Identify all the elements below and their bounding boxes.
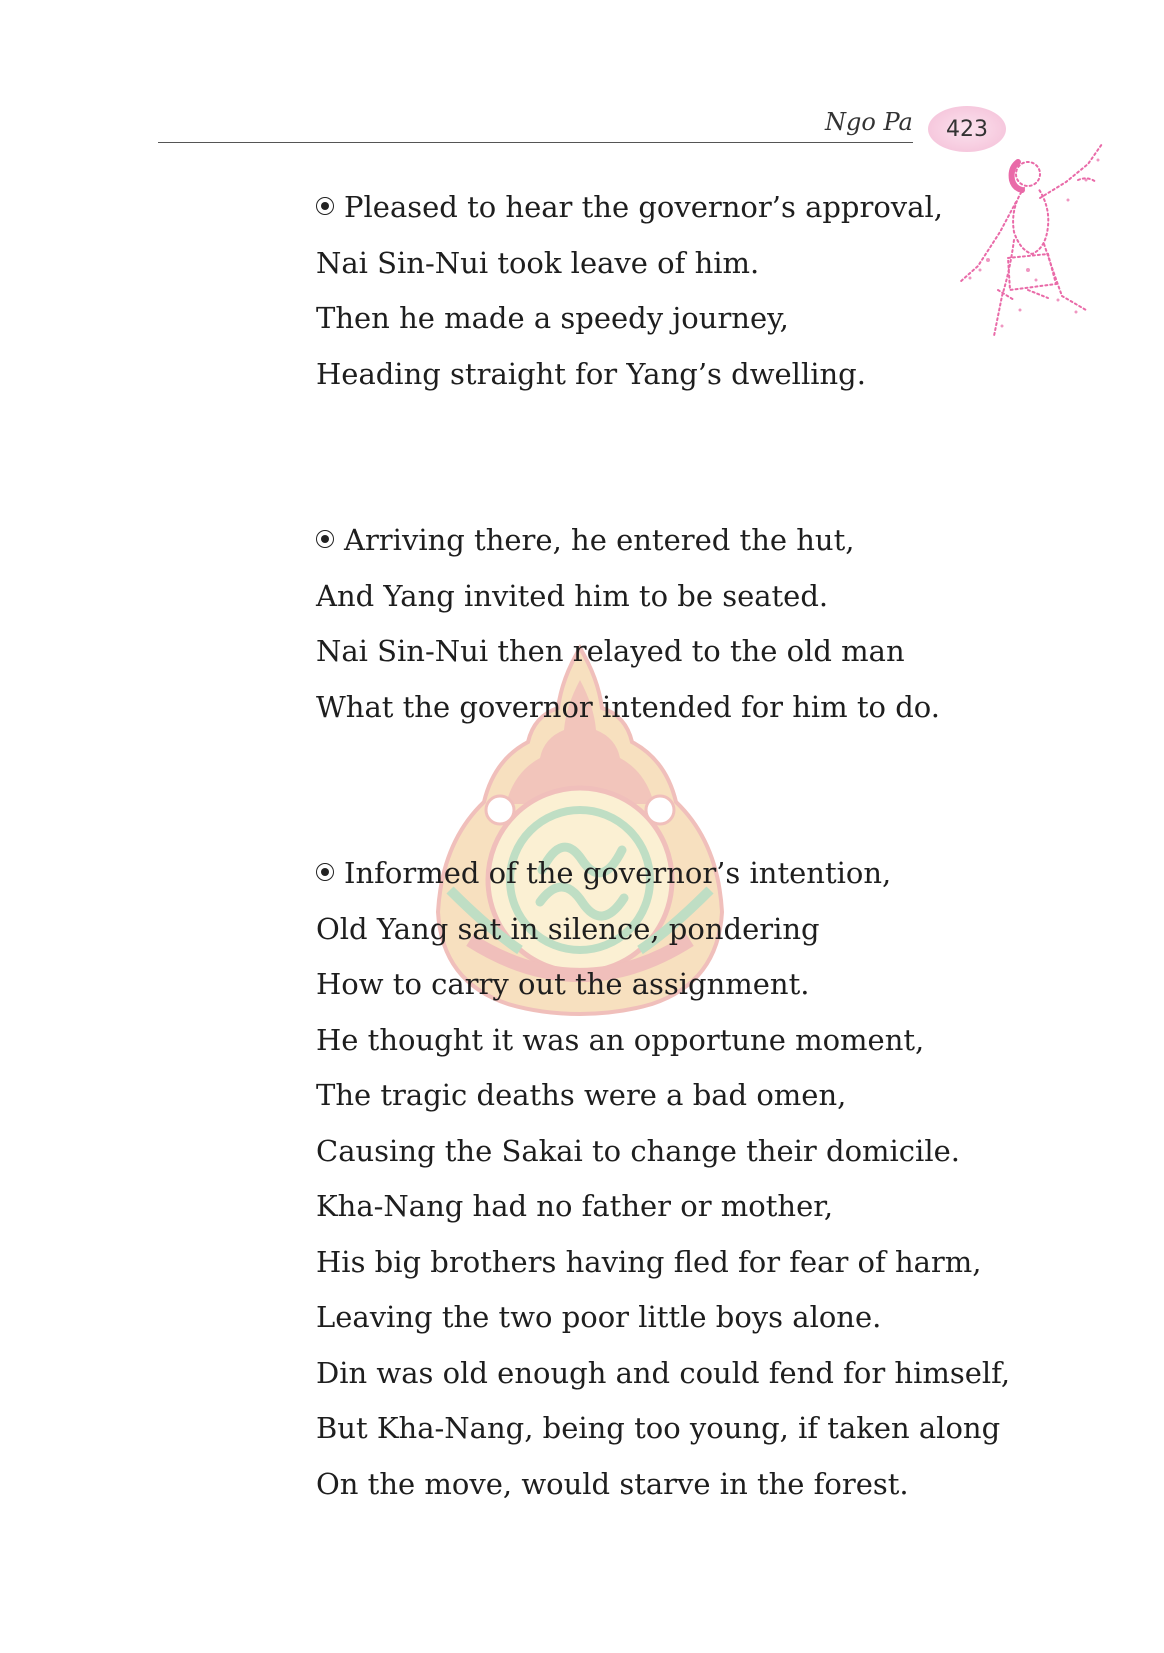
bullet-icon <box>316 530 334 548</box>
dancer-figure-icon <box>958 140 1118 345</box>
stanza-line: The tragic deaths were a bad omen, <box>316 1078 847 1112</box>
stanza-line: Informed of the governor’s intention, <box>316 846 966 902</box>
header-rule <box>158 142 913 143</box>
stanza-line: Heading straight for Yang’s dwelling. <box>316 356 866 391</box>
stanza-line: What the governor intended for him to do. <box>316 689 940 724</box>
stanza-line: Causing the Sakai to change their domicile. <box>316 1133 960 1168</box>
stanza-line: But Kha-Nang, being too young, if taken along <box>316 1411 1001 1445</box>
stanza-2 <box>316 513 966 735</box>
bullet-icon <box>316 863 334 881</box>
stanza-line: Kha-Nang had no father or mother, <box>316 1189 834 1223</box>
stanza-line: Leaving the two poor little boys alone. <box>316 1300 882 1334</box>
stanza-line: On the move, would starve in the forest. <box>316 1466 909 1501</box>
stanza-3 <box>316 846 1011 1512</box>
stanza-line: And Yang invited him to be seated. <box>316 578 829 613</box>
stanza-line: Old Yang sat in silence, pondering <box>316 911 820 946</box>
poem-body <box>316 180 1011 1512</box>
stanza-line: Pleased to hear the governor’s approval, <box>316 180 966 236</box>
stanza-line: Arriving there, he entered the hut, <box>316 513 966 569</box>
bullet-icon <box>316 197 334 215</box>
stanza-line: Din was old enough and could fend for himself, <box>316 1355 1011 1390</box>
stanza-line: How to carry out the assignment. <box>316 967 810 1001</box>
stanza-line: His big brothers having fled for fear of harm, <box>316 1244 982 1279</box>
stanza-line: Nai Sin-Nui then relayed to the old man <box>316 634 905 668</box>
stanza-line: Then he made a speedy journey, <box>316 301 789 335</box>
page-number-badge: 423 <box>928 106 1006 152</box>
running-title: Ngo Pa <box>825 108 913 136</box>
stanza-1 <box>316 180 966 402</box>
stanza-line: He thought it was an opportune moment, <box>316 1022 925 1057</box>
stanza-line: Nai Sin-Nui took leave of him. <box>316 245 760 280</box>
